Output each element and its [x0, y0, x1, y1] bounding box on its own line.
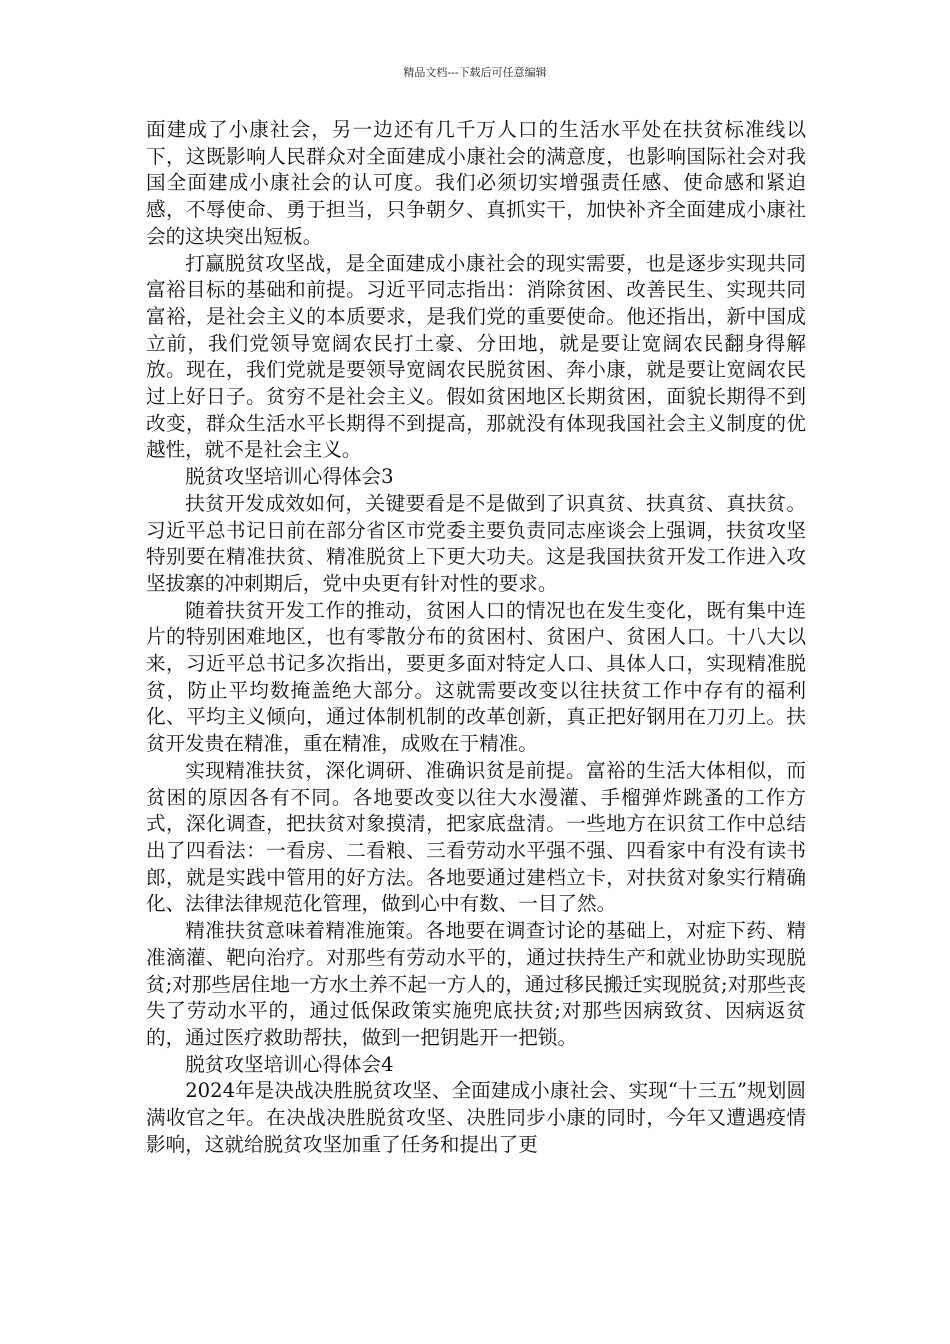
section-heading-3: 脱贫攻坚培训心得体会3	[185, 465, 394, 489]
page-header: 精品文档---下载后可任意编辑	[403, 66, 547, 79]
section-heading-4: 脱贫攻坚培训心得体会4	[185, 1052, 394, 1076]
document-body	[146, 117, 806, 1158]
paragraph-3: 扶贫开发成效如何，关键要看是不是做到了识真贫、扶真贫、真扶贫。习近平总书记日前在部分省区市党委主要负责同志座谈会上强调，扶贫攻坚特别要在精准扶贫、精准脱贫上下更大功夫。这是我国扶贫开发工作进入攻坚拔寨的冲刺期后，党中央更有针对性的要求。	[146, 491, 806, 595]
paragraph-6: 精准扶贫意味着精准施策。各地要在调查讨论的基础上，对症下药、精准滴灌、靶向治疗。对那些有劳动水平的，通过扶持生产和就业协助实现脱贫;对那些居住地一方水土养不起一方人的，通过移民搬迁实现脱贫;对那些丧失了劳动水平的，通过低保政策实施兜底扶贫;对那些因病致贫、因病返贫的，通过医疗救助帮扶，做到一把钥匙开一把锁。	[146, 919, 806, 1049]
paragraph-1: 面建成了小康社会，另一边还有几千万人口的生活水平处在扶贫标准线以下，这既影响人民群众对全面建成小康社会的满意度，也影响国际社会对我国全面建成小康社会的认可度。我们必须切实增强责任感、使命感和紧迫感，不辱使命、勇于担当，只争朝夕、真抓实干，加快补齐全面建成小康社会的这块突出短板。	[146, 118, 806, 248]
paragraph-4: 随着扶贫开发工作的推动，贫困人口的情况也在发生变化，既有集中连片的特别困难地区，也有零散分布的贫困村、贫困户、贫困人口。十八大以来，习近平总书记多次指出，要更多面对特定人口、具体人口，实现精准脱贫，防止平均数掩盖绝大部分。这就需要改变以往扶贫工作中存有的福利化、平均主义倾向，通过体制机制的改革创新，真正把好钢用在刀刃上。扶贫开发贵在精准，重在精准，成败在于精准。	[146, 598, 806, 756]
paragraph-5: 实现精准扶贫，深化调研、准确识贫是前提。富裕的生活大体相似，而贫困的原因各有不同。各地要改变以往大水漫灌、手榴弹炸跳蚤的工作方式，深化调查，把扶贫对象摸清，把家底盘清。一些地方在识贫工作中总结出了四看法：一看房、二看粮、三看劳动水平强不强、四看家中有没有读书郎，就是实践中管用的好方法。各地要通过建档立卡，对扶贫对象实行精确化、法律法律规范化管理，做到心中有数、一目了然。	[146, 758, 806, 916]
paragraph-2: 打赢脱贫攻坚战，是全面建成小康社会的现实需要，也是逐步实现共同富裕目标的基础和前提。习近平同志指出：消除贫困、改善民生、实现共同富裕，是社会主义的本质要求，是我们党的重要使命。他还指出，新中国成立前，我们党领导宽阔农民打土豪、分田地，就是要让宽阔农民翻身得解放。现在，我们党就是要领导宽阔农民脱贫困、奔小康，就是要让宽阔农民过上好日子。贫穷不是社会主义。假如贫困地区长期贫困，面貌长期得不到改变，群众生活水平长期得不到提高，那就没有体现我国社会主义制度的优越性，就不是社会主义。	[146, 251, 806, 462]
paragraph-7: 2024年是决战决胜脱贫攻坚、全面建成小康社会、实现“十三五”规划圆满收官之年。在决战决胜脱贫攻坚、决胜同步小康的同时，今年又遭遇疫情影响，这就给脱贫攻坚加重了任务和提出了更	[146, 1079, 806, 1156]
